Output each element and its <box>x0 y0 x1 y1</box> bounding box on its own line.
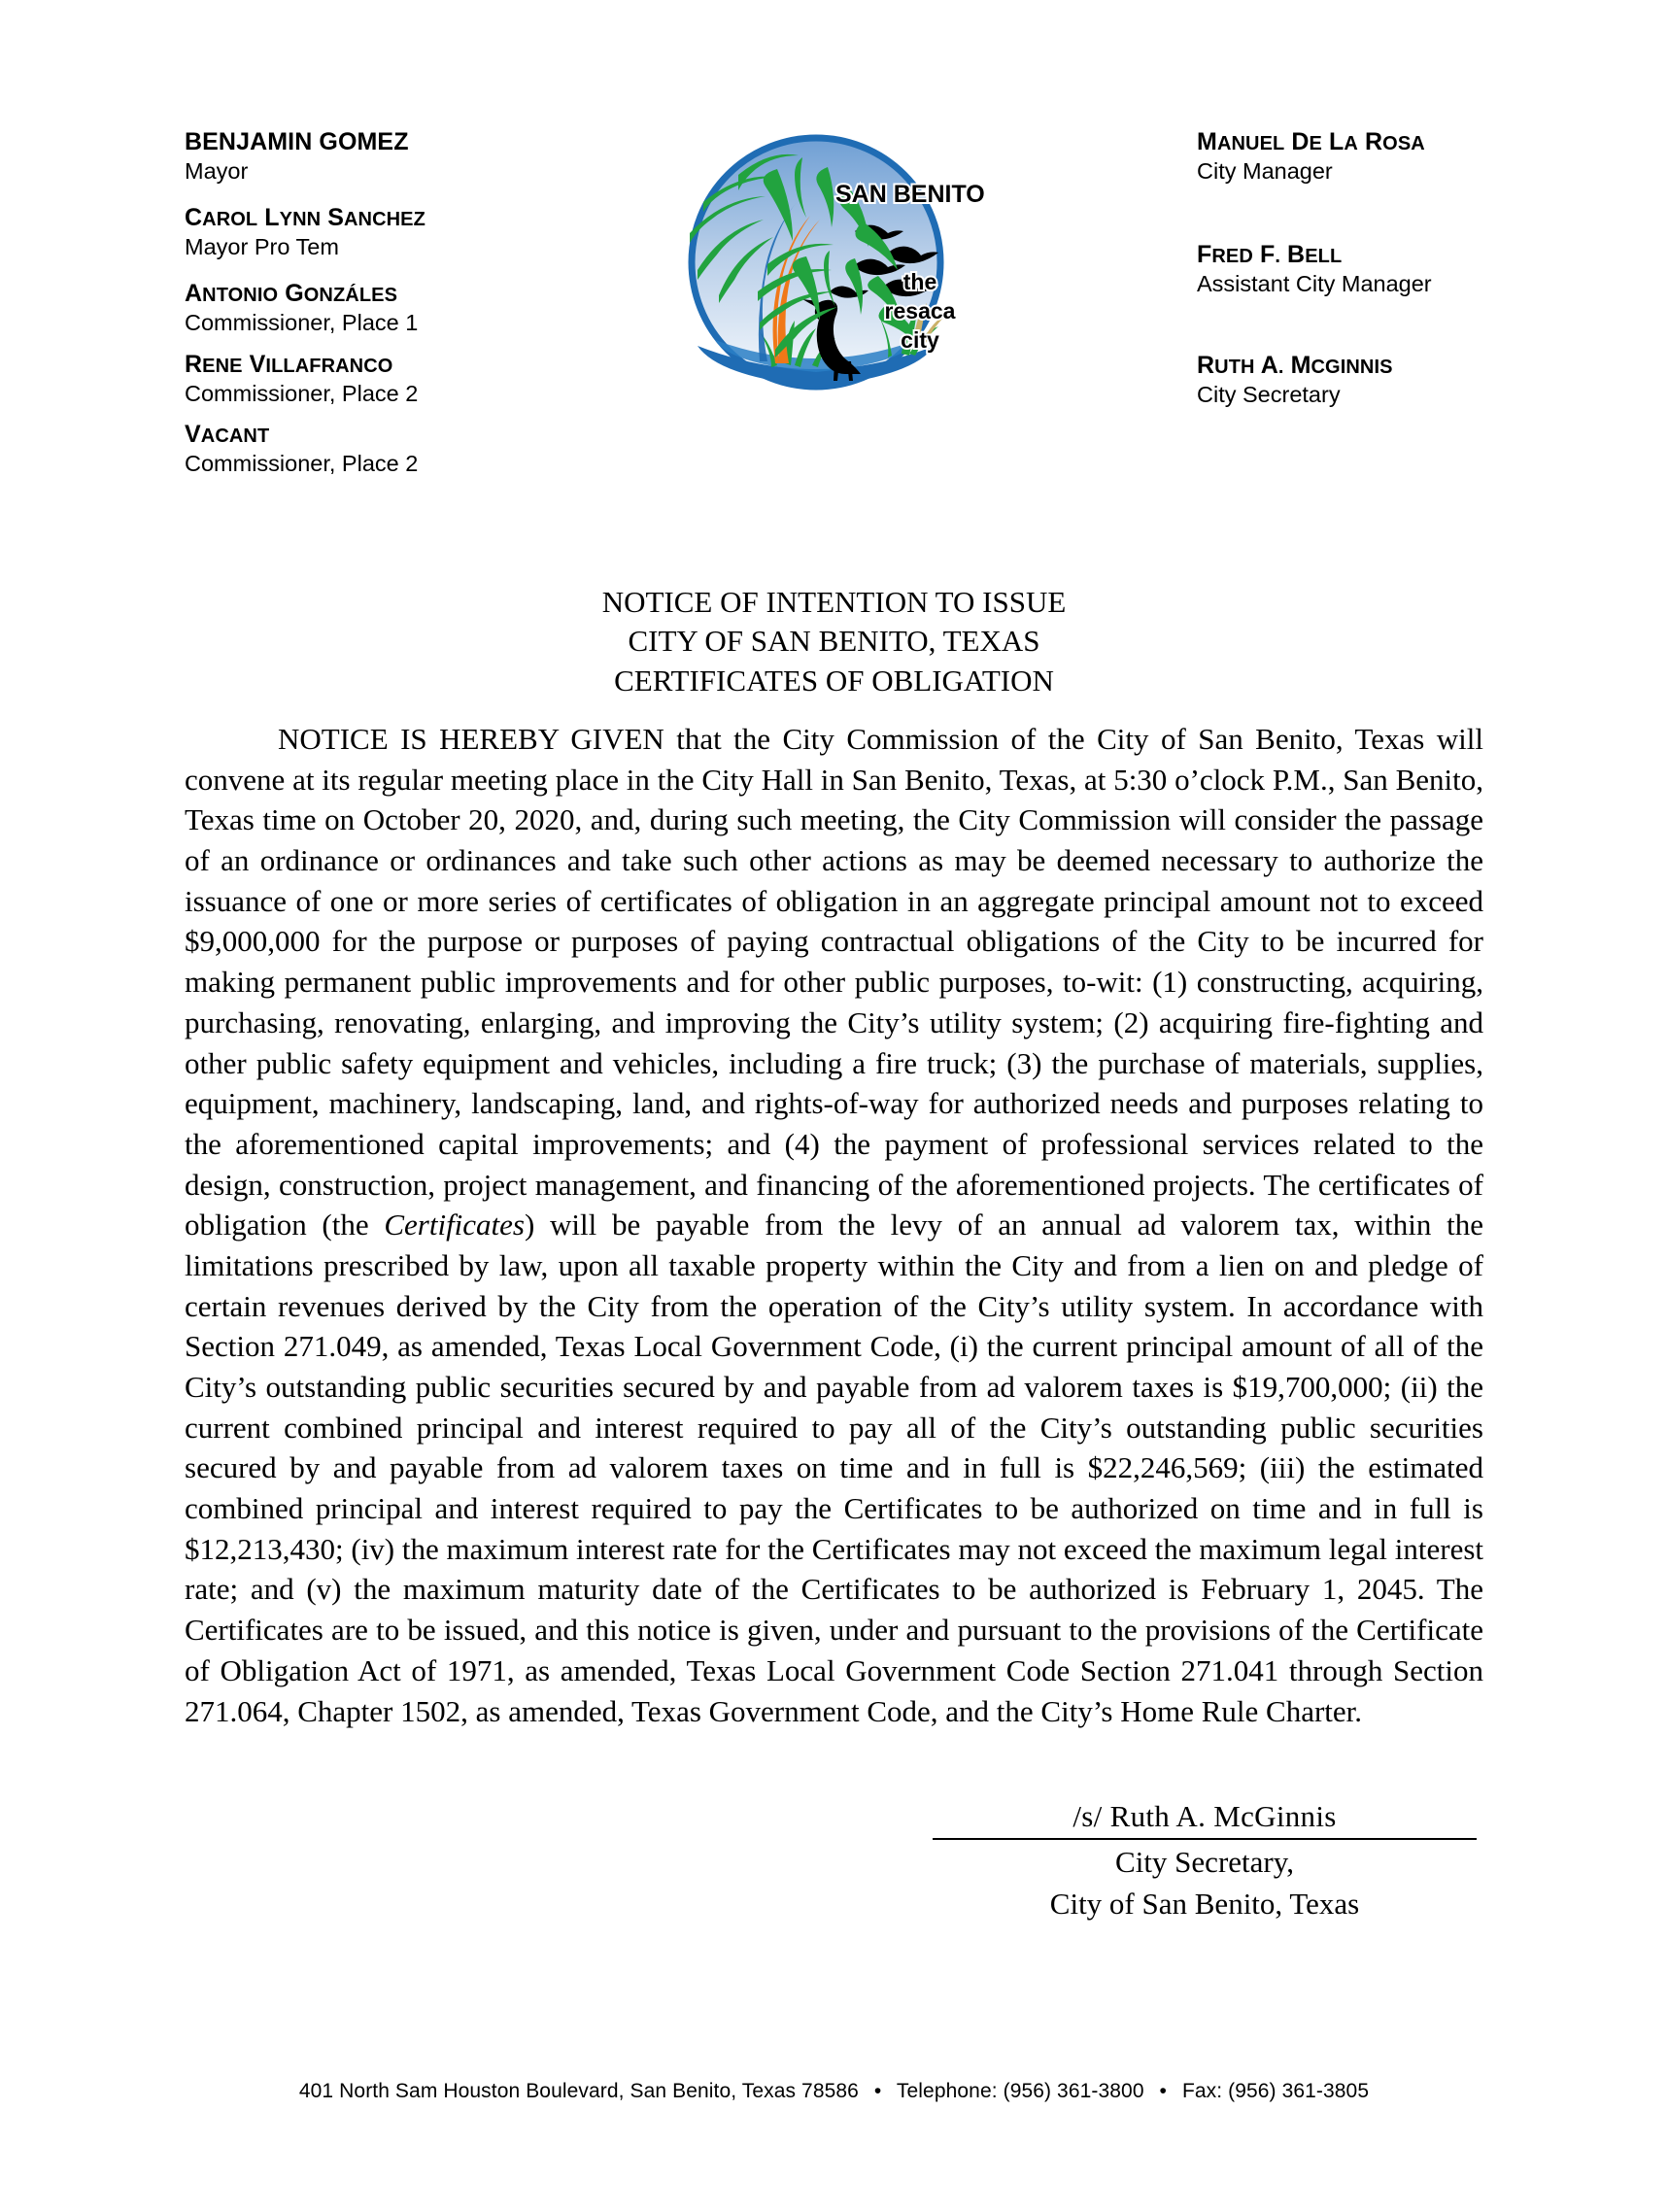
officials-left-column <box>185 128 593 491</box>
logo-tagline-line3: city <box>901 327 939 353</box>
page-footer <box>0 2080 1668 2103</box>
official-title: Commissioner, Place 2 <box>185 380 419 406</box>
official-title: Commissioner, Place 2 <box>185 450 419 476</box>
notice-body <box>185 719 1483 1731</box>
official-name: CAROL LYNN SANCHEZ <box>185 204 426 232</box>
official-title: City Manager <box>1197 158 1333 184</box>
body-part-2: ) will be payable from the levy of an annual ad valorem tax, within the limitations prescribed by law, upon all taxable property within the City and from a lien on and pledge of certain revenues derived by the City from the operation of the City’s utility system. In accordance with Section 271.049, as amended, Texas Local Government Code, (i) the current principal amount of all of the City’s outstanding public securities secured by and payable from ad valorem taxes is $19,700,000; (ii) the current combined principal and interest required to pay all of the City’s outstanding public securities secured by and payable from ad valorem taxes on time and in full is $22,246,569; (iii) the estimated combined principal and interest required to pay the Certificates to be authorized on time and in full is $12,213,430; (iv) the maximum interest rate for the Certificates may not exceed the maximum legal interest rate; and (v) the maximum maturity date of the Certificates to be authorized is February 1, 2045. The Certificates are to be issued, and this notice is given, under and pursuant to the provisions of the Certificate of Obligation Act of 1971, as amended, Texas Local Government Code Section 271.041 through Section 271.064, Chapter 1502, as amended, Texas Government Code, and the City’s Home Rule Charter. <box>185 1208 1483 1728</box>
official-title: City Secretary <box>1197 382 1341 408</box>
official-name: RENE VILLAFRANCO <box>185 350 393 378</box>
title-line-3: CERTIFICATES OF OBLIGATION <box>614 663 1054 698</box>
title-line-2: CITY OF SAN BENITO, TEXAS <box>628 624 1040 659</box>
official-title: Mayor Pro Tem <box>185 234 339 260</box>
title-line-1: NOTICE OF INTENTION TO ISSUE <box>601 585 1067 619</box>
logo-top-text: SAN BENITO <box>835 181 985 208</box>
official-name: VACANT <box>185 420 270 448</box>
official-entry <box>185 421 593 477</box>
signature-block <box>903 1797 1506 1923</box>
notice-paragraph <box>185 719 1483 1731</box>
official-name: FRED F. BELL <box>1197 241 1343 269</box>
footer-fax: Fax: (956) 361-3805 <box>1181 2080 1370 2102</box>
officials-right-column <box>1197 128 1615 428</box>
logo-tagline-line2: resaca <box>884 298 956 323</box>
letterhead <box>0 128 1668 536</box>
official-entry <box>185 351 593 407</box>
document-title <box>0 583 1668 700</box>
footer-separator-2: • <box>1159 2080 1167 2102</box>
signature-role: City Secretary, <box>1115 1845 1294 1880</box>
official-title: Commissioner, Place 1 <box>185 310 419 336</box>
signature-line <box>933 1797 1477 1840</box>
official-name: MANUEL DE LA ROSA <box>1197 128 1425 155</box>
official-entry <box>1197 241 1615 297</box>
footer-telephone: Telephone: (956) 361-3800 <box>896 2080 1144 2102</box>
official-name: ANTONIO GONZÁLES <box>185 280 398 308</box>
official-title: Assistant City Manager <box>1197 271 1432 297</box>
official-name: RUTH A. MCGINNIS <box>1197 352 1393 380</box>
san-benito-city-seal-icon <box>622 85 1010 406</box>
body-part-1: NOTICE IS HEREBY GIVEN that the City Commission of the City of San Benito, Texas will convene at its regular meeting place in the City Hall in San Benito, Texas, at 5:30 o’clock P.M., San Benito, Texas time on October 20, 2020, and, during such meeting, the City Commission will consider the passage of an ordinance or ordinances and take such other actions as may be deemed necessary to authorize the issuance of one or more series of certificates of obligation in an aggregate principal amount not to exceed $9,000,000 for the purpose or purposes of paying contractual obligations of the City to be incurred for making permanent public improvements and for other public purposes, to-wit: (1) constructing, acquiring, purchasing, renovating, enlarging, and improving the City’s utility system; (2) acquiring fire-fighting and other public safety equipment and vehicles, including a fire truck; (3) the purchase of materials, supplies, equipment, machinery, landscaping, land, and rights-of-way for authorized needs and purposes relating to the aforementioned capital improvements; and (4) the payment of professional services related to the design, construction, project management, and financing of the aforementioned projects. The certificates of obligation (the <box>185 722 1483 1242</box>
official-entry <box>1197 128 1615 185</box>
official-title: Mayor <box>185 158 249 184</box>
signature-name: /s/ Ruth A. McGinnis <box>1072 1799 1337 1833</box>
official-entry <box>185 128 593 185</box>
logo-tagline-line1: the <box>902 269 937 294</box>
footer-address: 401 North Sam Houston Boulevard, San Benito, Texas 78586 <box>298 2080 859 2102</box>
footer-separator-1: • <box>873 2080 882 2102</box>
official-entry <box>185 204 593 260</box>
official-entry <box>1197 352 1615 408</box>
official-name: BENJAMIN GOMEZ <box>185 128 409 155</box>
official-entry <box>185 280 593 336</box>
signature-organization: City of San Benito, Texas <box>1049 1886 1360 1921</box>
certificates-italic: Certificates <box>384 1208 525 1242</box>
